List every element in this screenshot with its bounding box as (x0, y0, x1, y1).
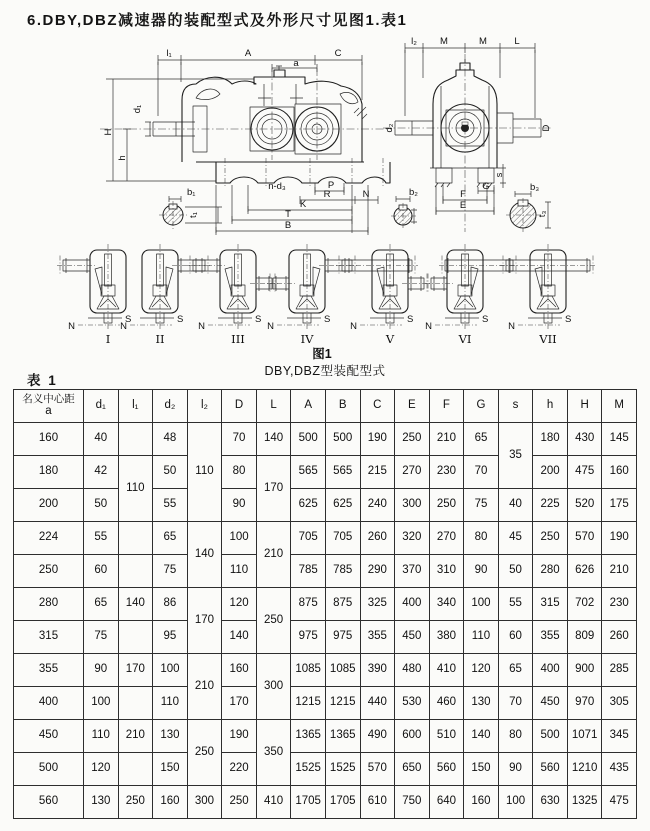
axis-label-s: S (565, 314, 572, 325)
table-cell: 500 (325, 423, 360, 456)
variant-numeral: I (105, 332, 111, 346)
dim-label-d1: d₁ (132, 104, 143, 114)
table-cell: 1215 (291, 687, 326, 720)
table-cell: 140 (222, 621, 257, 654)
table-cell: 260 (602, 621, 637, 654)
table-cell: 1215 (325, 687, 360, 720)
variant-III (187, 244, 278, 346)
table-cell: 140 (256, 423, 291, 456)
table-cell: 90 (222, 489, 257, 522)
dim-label-l1: l₁ (166, 48, 172, 59)
table-cell: 250 (14, 555, 84, 588)
table-cell: 370 (395, 555, 430, 588)
axis-label-s: S (177, 314, 184, 325)
table-cell: 1705 (325, 786, 360, 819)
table-cell: 460 (429, 687, 464, 720)
table-cell: 175 (602, 489, 637, 522)
table-cell: 315 (14, 621, 84, 654)
dim-label-L: L (514, 36, 520, 47)
table-cell: 250 (533, 522, 568, 555)
table-cell: 50 (84, 489, 119, 522)
column-header-B: B (325, 390, 360, 423)
table-cell: 450 (395, 621, 430, 654)
table-cell: 100 (498, 786, 533, 819)
table-cell: 250 (429, 489, 464, 522)
table-cell: 1085 (291, 654, 326, 687)
table-cell: 300 (187, 786, 222, 819)
table-cell: 315 (533, 588, 568, 621)
dim-label-R: R (323, 189, 331, 200)
table-cell: 626 (567, 555, 602, 588)
axis-label-n: N (120, 321, 127, 332)
table-cell: 130 (464, 687, 499, 720)
table-cell: 970 (567, 687, 602, 720)
table-cell: 65 (498, 654, 533, 687)
column-header-C: C (360, 390, 395, 423)
table-cell: 310 (429, 555, 464, 588)
table-cell: 300 (395, 489, 430, 522)
table-cell: 230 (602, 588, 637, 621)
table-cell: 325 (360, 588, 395, 621)
table-row (14, 687, 637, 720)
axis-label-s: S (255, 314, 262, 325)
dim-label-nd3: n-d₃ (268, 181, 286, 192)
axis-label-s: S (407, 314, 414, 325)
table-cell: 530 (395, 687, 430, 720)
dim-label-N: N (362, 189, 370, 200)
table-cell: 560 (429, 753, 464, 786)
table-cell: 785 (325, 555, 360, 588)
table-cell: 90 (498, 753, 533, 786)
table-cell: 40 (84, 423, 119, 456)
table-cell: 100 (464, 588, 499, 621)
table-cell: 280 (14, 588, 84, 621)
table-cell: 42 (84, 456, 119, 489)
table-cell: 130 (84, 786, 119, 819)
dim-label-h: h (117, 155, 128, 161)
table-cell: 280 (533, 555, 568, 588)
table-cell: 140 (464, 720, 499, 753)
table-cell: 65 (153, 522, 188, 555)
table-cell: 75 (84, 621, 119, 654)
foot-left (436, 168, 452, 183)
table-cell: 900 (567, 654, 602, 687)
dim-label-s: s (494, 172, 505, 178)
table-row (14, 720, 637, 753)
table-cell: 440 (360, 687, 395, 720)
table-cell: 355 (360, 621, 395, 654)
table-cell: 170 (256, 456, 291, 522)
table-cell: 35 (498, 423, 533, 489)
table-cell: 260 (360, 522, 395, 555)
variant-numeral: III (231, 332, 245, 346)
dim-label-D: D (541, 124, 552, 132)
table-cell: 90 (464, 555, 499, 588)
table-cell: 345 (602, 720, 637, 753)
table-cell: 520 (567, 489, 602, 522)
table-cell: 450 (533, 687, 568, 720)
table-cell: 100 (153, 654, 188, 687)
table-cell: 250 (118, 786, 153, 819)
dim-label-P: P (327, 180, 335, 191)
table-cell: 1071 (567, 720, 602, 753)
table-cell: 975 (325, 621, 360, 654)
dim-label-G: G (482, 181, 490, 192)
dim-label-a: a (293, 58, 299, 69)
table-cell: 570 (567, 522, 602, 555)
table-cell: 565 (291, 456, 326, 489)
table-cell: 50 (153, 456, 188, 489)
table-cell: 48 (153, 423, 188, 456)
axis-label-n: N (350, 321, 357, 332)
dim-label-B: B (284, 220, 292, 231)
axis-label-n: N (68, 321, 75, 332)
table-cell: 480 (395, 654, 430, 687)
table-cell (118, 687, 153, 720)
table-cell: 400 (533, 654, 568, 687)
table-cell: 200 (533, 456, 568, 489)
table-cell: 355 (533, 621, 568, 654)
table-cell: 86 (153, 588, 188, 621)
variant-VII (500, 244, 596, 346)
column-header-D: D (222, 390, 257, 423)
table-cell: 630 (533, 786, 568, 819)
table-cell: 625 (291, 489, 326, 522)
table-cell: 145 (602, 423, 637, 456)
table-cell: 785 (291, 555, 326, 588)
table-cell: 640 (429, 786, 464, 819)
figure-1 (0, 28, 650, 380)
table-cell: 565 (325, 456, 360, 489)
table-cell: 40 (498, 489, 533, 522)
table-cell: 180 (533, 423, 568, 456)
table-cell: 610 (360, 786, 395, 819)
table-cell: 55 (153, 489, 188, 522)
key-section-b2 (391, 187, 418, 229)
left-drawing-side-view (100, 48, 392, 235)
table-cell: 400 (14, 687, 84, 720)
dim-label-t3: t₃ (537, 210, 548, 218)
dim-label-M1: M (440, 36, 448, 47)
variant-numeral: II (155, 332, 165, 346)
table-cell: 560 (14, 786, 84, 819)
table-cell: 270 (429, 522, 464, 555)
table-cell: 570 (360, 753, 395, 786)
table-cell: 702 (567, 588, 602, 621)
table-cell: 430 (567, 423, 602, 456)
table-cell (118, 621, 153, 654)
table-cell: 305 (602, 687, 637, 720)
table-cell: 475 (602, 786, 637, 819)
table-cell: 110 (464, 621, 499, 654)
table-cell: 240 (360, 489, 395, 522)
table-cell: 160 (14, 423, 84, 456)
right-drawing-end-view (383, 36, 552, 232)
axis-label-n: N (508, 321, 515, 332)
table-cell: 65 (464, 423, 499, 456)
table-cell: 150 (153, 753, 188, 786)
table-cell: 224 (14, 522, 84, 555)
column-header-h: h (533, 390, 568, 423)
column-header-E: E (395, 390, 430, 423)
table-cell: 120 (464, 654, 499, 687)
table-cell: 140 (118, 588, 153, 621)
table-cell: 60 (84, 555, 119, 588)
base-flange (216, 162, 390, 183)
table-cell: 110 (187, 423, 222, 522)
dim-label-d2: d₂ (384, 123, 395, 133)
dim-label-b1: b₁ (187, 187, 196, 198)
key-section-b1 (159, 187, 222, 229)
table-cell: 190 (602, 522, 637, 555)
dimension-table (13, 389, 637, 819)
page-title: 6.DBY,DBZ减速器的装配型式及外形尺寸见图1.表1 (27, 12, 408, 29)
table-cell: 300 (256, 654, 291, 720)
column-header-G: G (464, 390, 499, 423)
table-cell: 100 (222, 522, 257, 555)
table-cell: 355 (14, 654, 84, 687)
table-cell: 200 (14, 489, 84, 522)
column-header-L: L (256, 390, 291, 423)
table-cell: 290 (360, 555, 395, 588)
table-cell: 705 (325, 522, 360, 555)
table-cell: 1705 (291, 786, 326, 819)
column-header-H: H (567, 390, 602, 423)
table-cell: 500 (14, 753, 84, 786)
variant-V (336, 244, 430, 346)
variant-numeral: VII (539, 332, 557, 346)
table-row (14, 555, 637, 588)
table-cell: 650 (395, 753, 430, 786)
dim-label-F: F (460, 189, 466, 200)
table-cell: 160 (602, 456, 637, 489)
table-cell: 80 (498, 720, 533, 753)
assembly-variants (57, 244, 596, 346)
table-cell: 435 (602, 753, 637, 786)
table-cell: 350 (256, 720, 291, 786)
table-row (14, 786, 637, 819)
table-cell: 180 (14, 456, 84, 489)
column-header-d₂: d₂ (153, 390, 188, 423)
table-cell: 210 (602, 555, 637, 588)
table-cell: 450 (14, 720, 84, 753)
table-cell: 320 (395, 522, 430, 555)
column-header-s: s (498, 390, 533, 423)
table-cell: 380 (429, 621, 464, 654)
table-cell: 60 (498, 621, 533, 654)
table-cell: 560 (533, 753, 568, 786)
column-header-d₁: d₁ (84, 390, 119, 423)
table-header-row (14, 390, 637, 423)
table-cell: 55 (498, 588, 533, 621)
table-cell: 490 (360, 720, 395, 753)
table-cell: 230 (429, 456, 464, 489)
dim-label-H: H (103, 128, 114, 136)
table-cell: 45 (498, 522, 533, 555)
table-cell: 170 (118, 654, 153, 687)
table-cell: 50 (498, 555, 533, 588)
table-cell: 140 (187, 522, 222, 588)
table-cell: 340 (429, 588, 464, 621)
table-cell: 1325 (567, 786, 602, 819)
table-cell: 65 (84, 588, 119, 621)
table-row (14, 753, 637, 786)
table-cell: 70 (222, 423, 257, 456)
table-cell: 160 (153, 786, 188, 819)
table-cell: 110 (118, 456, 153, 522)
table-cell: 1525 (291, 753, 326, 786)
lifting-plug (274, 70, 285, 77)
table-cell: 130 (153, 720, 188, 753)
dim-label-T: T (285, 209, 291, 220)
dim-label-A: A (244, 48, 252, 59)
table-cell: 1210 (567, 753, 602, 786)
table-cell: 95 (153, 621, 188, 654)
table-cell: 210 (118, 720, 153, 753)
axis-label-n: N (425, 321, 432, 332)
column-header-F: F (429, 390, 464, 423)
table-cell: 160 (222, 654, 257, 687)
table-row (14, 489, 637, 522)
column-header-l₁: l₁ (118, 390, 153, 423)
table-cell: 80 (222, 456, 257, 489)
table-cell (118, 423, 153, 456)
table-cell: 250 (222, 786, 257, 819)
breather-valve (354, 107, 367, 119)
variant-IV (267, 244, 358, 346)
table-cell: 750 (395, 786, 430, 819)
dim-label-C: C (334, 48, 342, 59)
table-cell: 390 (360, 654, 395, 687)
table-cell: 220 (222, 753, 257, 786)
axis-label-s: S (482, 314, 489, 325)
table-cell: 190 (222, 720, 257, 753)
dim-label-b2: b₂ (409, 187, 418, 198)
table-row (14, 621, 637, 654)
table-cell: 170 (187, 588, 222, 654)
variant-VI (425, 244, 519, 346)
table-cell: 120 (84, 753, 119, 786)
table-cell (118, 753, 153, 786)
table-cell: 70 (498, 687, 533, 720)
table-cell: 1085 (325, 654, 360, 687)
table-cell: 510 (429, 720, 464, 753)
table-cell: 500 (533, 720, 568, 753)
table-cell: 110 (84, 720, 119, 753)
variant-numeral: V (385, 332, 395, 346)
dim-label-K: K (299, 199, 307, 210)
dim-label-b3: b₃ (530, 182, 540, 193)
axis-label-n: N (267, 321, 274, 332)
table-cell: 250 (187, 720, 222, 786)
dim-label-l2: l₂ (411, 36, 417, 47)
column-header-a: 名义中心距 a (14, 390, 84, 423)
table-cell: 410 (256, 786, 291, 819)
dim-label-t1: t₁ (188, 212, 199, 218)
table-cell: 500 (291, 423, 326, 456)
table-cell: 225 (533, 489, 568, 522)
table-cell: 1365 (325, 720, 360, 753)
axis-label-n: N (198, 321, 205, 332)
table-cell: 625 (325, 489, 360, 522)
table-row (14, 588, 637, 621)
table-cell: 809 (567, 621, 602, 654)
table-cell: 160 (464, 786, 499, 819)
table-cell: 250 (395, 423, 430, 456)
table-cell: 100 (84, 687, 119, 720)
table-cell: 875 (291, 588, 326, 621)
table-cell: 400 (395, 588, 430, 621)
column-header-l₂: l₂ (187, 390, 222, 423)
column-header-A: A (291, 390, 326, 423)
table-cell: 250 (256, 588, 291, 654)
table-row (14, 522, 637, 555)
figure-caption: 图1 (312, 347, 332, 361)
table-cell (118, 522, 153, 555)
table-cell: 110 (222, 555, 257, 588)
table-cell: 210 (187, 654, 222, 720)
table-cell: 55 (84, 522, 119, 555)
key-section-b3 (506, 182, 551, 232)
dim-label-E: E (459, 200, 467, 211)
table-cell: 410 (429, 654, 464, 687)
table-cell: 285 (602, 654, 637, 687)
table-cell: 875 (325, 588, 360, 621)
table-label: 表 1 (27, 373, 58, 388)
table-cell: 75 (153, 555, 188, 588)
table-cell: 210 (256, 522, 291, 588)
table-cell: 1365 (291, 720, 326, 753)
table-cell: 475 (567, 456, 602, 489)
table-title: DBY,DBZ型装配型式 (264, 364, 386, 378)
table-row (14, 654, 637, 687)
table-row (14, 423, 637, 456)
table-cell: 150 (464, 753, 499, 786)
table-cell: 705 (291, 522, 326, 555)
table-cell: 110 (153, 687, 188, 720)
table-cell: 90 (84, 654, 119, 687)
table-cell: 210 (429, 423, 464, 456)
table-cell: 70 (464, 456, 499, 489)
table-cell: 170 (222, 687, 257, 720)
table-cell: 215 (360, 456, 395, 489)
table-row (14, 456, 637, 489)
table-cell: 120 (222, 588, 257, 621)
table-cell: 190 (360, 423, 395, 456)
table-cell: 975 (291, 621, 326, 654)
axis-label-s: S (125, 314, 132, 325)
table-cell: 270 (395, 456, 430, 489)
column-header-M: M (602, 390, 637, 423)
variant-numeral: IV (300, 332, 314, 346)
table-cell: 600 (395, 720, 430, 753)
axis-label-s: S (324, 314, 331, 325)
table-cell (118, 555, 153, 588)
table-cell: 75 (464, 489, 499, 522)
dim-label-M2: M (479, 36, 487, 47)
table-cell: 80 (464, 522, 499, 555)
table-cell: 1525 (325, 753, 360, 786)
variant-numeral: VI (458, 332, 472, 346)
